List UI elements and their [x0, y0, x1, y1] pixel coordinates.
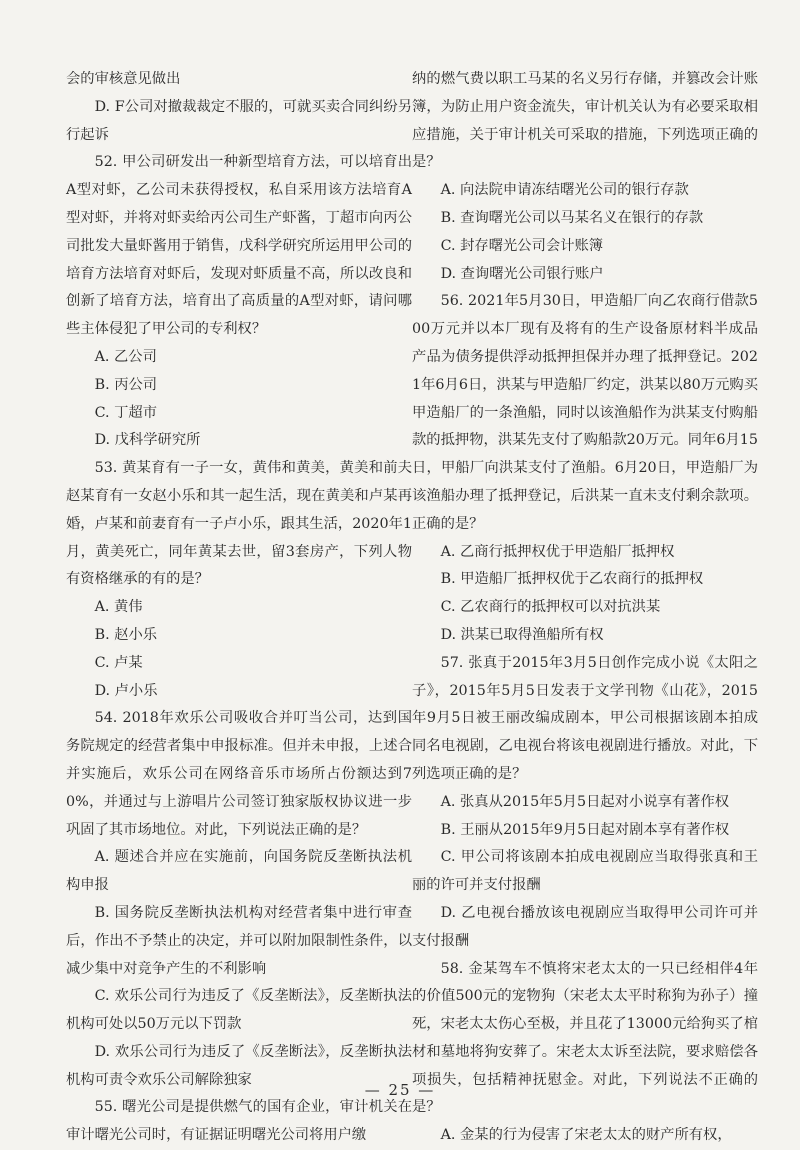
question-54-option-b: B. 国务院反垄断执法机构对经营者集中进行审查后，作出不予禁止的决定，并可以附加限制性条件，以减少集中对竞争产生的不利影响 [66, 904, 412, 977]
question-51-continuation: 会的审核意见做出 [66, 71, 181, 87]
question-55-option-b: B. 查询曙光公司以马某名义在银行的存款 [440, 209, 704, 226]
question-54-option-d: D. 欢乐公司行为违反了《反垄断法》，反垄断执法机构可责令欢乐公司解除独家 [66, 1043, 412, 1088]
question-56-option-c: C. 乙农商行的抵押权可以对抗洪某 [440, 599, 661, 616]
question-53-option-c: C. 卢某 [94, 654, 143, 671]
question-51-option-d: D. F公司对撤裁裁定不服的，可就买卖合同纠纷另行起诉 [66, 98, 412, 143]
right-column [412, 66, 758, 1150]
question-56-option-a: A. 乙商行抵押权优于甲造船厂抵押权 [440, 543, 675, 560]
question-52-option-c: C. 丁超市 [94, 404, 158, 421]
question-53-option-a: A. 黄伟 [94, 599, 143, 616]
question-55-option-a: A. 向法院申请冻结曙光公司的银行存款 [440, 182, 689, 199]
question-55-stem-continuation: 纳的燃气费以职工马某的名义另行存储，并篡改会计账簿，为防止用户资金流失，审计机关认为有必要采取相应措施，关于审计机关可采取的措施，下列选项正确的是？ [412, 71, 758, 171]
question-57-stem: 57. 张真于2015年3月5日创作完成小说《太阳之子》，2015年5月5日发表于文学刊物《山花》，2015年9月5日被王丽改编成剧本，甲公司根据该剧本拍成同名电视剧，乙电视台将该电视剧进行播放。对此，下列选项正确的是？ [412, 654, 758, 782]
question-55-stem-start: 55. 曙光公司是提供燃气的国有企业，审计机关在审计曙光公司时，有证据证明曙光公司将用户缴 [66, 1099, 412, 1144]
question-56-option-b: B. 甲造船厂抵押权优于乙农商行的抵押权 [440, 571, 704, 588]
question-54-option-a: A. 题述合并应在实施前，向国务院反垄断执法机构申报 [66, 849, 412, 894]
question-54-option-c: C. 欢乐公司行为违反了《反垄断法》，反垄断执法机构可处以50万元以下罚款 [66, 988, 412, 1033]
question-52-stem: 52. 甲公司研发出一种新型培育方法，可以培育出A型对虾，乙公司未获得授权，私自采用该方法培育A型对虾，并将对虾卖给丙公司生产虾酱，丁超市向丙公司批发大量虾酱用于销售，戊科学研究所运用甲公司的培育方法培育对虾后，发现对虾质量不高，所以改良和创新了培育方法，培育出了高质量的A型对虾，请问哪些主体侵犯了甲公司的专利权？ [66, 154, 412, 338]
question-57-option-b: B. 王丽从2015年9月5日起对剧本享有著作权 [440, 821, 730, 838]
question-52-option-d: D. 戊科学研究所 [94, 432, 201, 449]
question-53-option-b: B. 赵小乐 [94, 626, 158, 643]
question-57-option-d: D. 乙电视台播放该电视剧应当取得甲公司许可并支付报酬 [412, 904, 758, 949]
page-number: — 25 — [364, 1081, 436, 1099]
question-52-option-b: B. 丙公司 [94, 376, 158, 393]
question-57-option-c: C. 甲公司将该剧本拍成电视剧应当取得张真和王丽的许可并支付报酬 [412, 849, 758, 894]
question-52-option-a: A. 乙公司 [94, 348, 157, 365]
question-58-stem: 58. 金某驾车不慎将宋老太太的一只已经相伴4年的价值500元的宠物狗（宋老太太平时称狗为孙子）撞死，宋老太太伤心至极，并且花了13000元给狗买了棺材和墓地将狗安葬了。宋老太太诉至法院，要求赔偿各项损失，包括精神抚慰金。对此，下列说法不正确的是？ [412, 960, 758, 1116]
question-53-option-d: D. 卢小乐 [94, 682, 158, 699]
left-column [66, 66, 412, 1150]
question-53-stem: 53. 黄某育有一子一女，黄伟和黄美，黄美和前夫赵某育有一女赵小乐和其一起生活，现在黄美和卢某再婚，卢某和前妻育有一子卢小乐，跟其生活，2020年1月，黄美死亡，同年黄某去世，留3套房产，下列人物有资格继承的有的是？ [66, 460, 412, 588]
question-58-option-a: A. 金某的行为侵害了宋老太太的财产所有权， [440, 1127, 732, 1144]
question-54-stem: 54. 2018年欢乐公司吸收合并叮当公司，达到国务院规定的经营者集中申报标准。但并未申报，上述合并实施后，欢乐公司在网络音乐市场所占份额达到70%，并通过与上游唱片公司签订独家版权协议进一步巩固了其市场地位。对此，下列说法正确的是？ [66, 710, 412, 838]
question-55-option-c: C. 封存曙光公司会计账簿 [440, 237, 604, 254]
question-55-option-d: D. 查询曙光公司银行账户 [440, 265, 604, 282]
question-56-stem: 56. 2021年5月30日，甲造船厂向乙农商行借款500万元并以本厂现有及将有的生产设备原材料半成品产品为债务提供浮动抵押担保并办理了抵押登记。2021年6月6日，洪某与甲造船厂约定，洪某以80万元购买甲造船厂的一条渔船，同时以该渔船作为洪某支付购船款的抵押物，洪某先支付了购船款20万元。同年6月15日，甲船厂向洪某支付了渔船。6月20日，甲造船厂为该渔船办理了抵押登记，后洪某一直未支付剩余款项。正确的是？ [412, 293, 758, 532]
question-57-option-a: A. 张真从2015年5月5日起对小说享有著作权 [440, 793, 730, 810]
question-56-option-d: D. 洪某已取得渔船所有权 [440, 626, 604, 643]
